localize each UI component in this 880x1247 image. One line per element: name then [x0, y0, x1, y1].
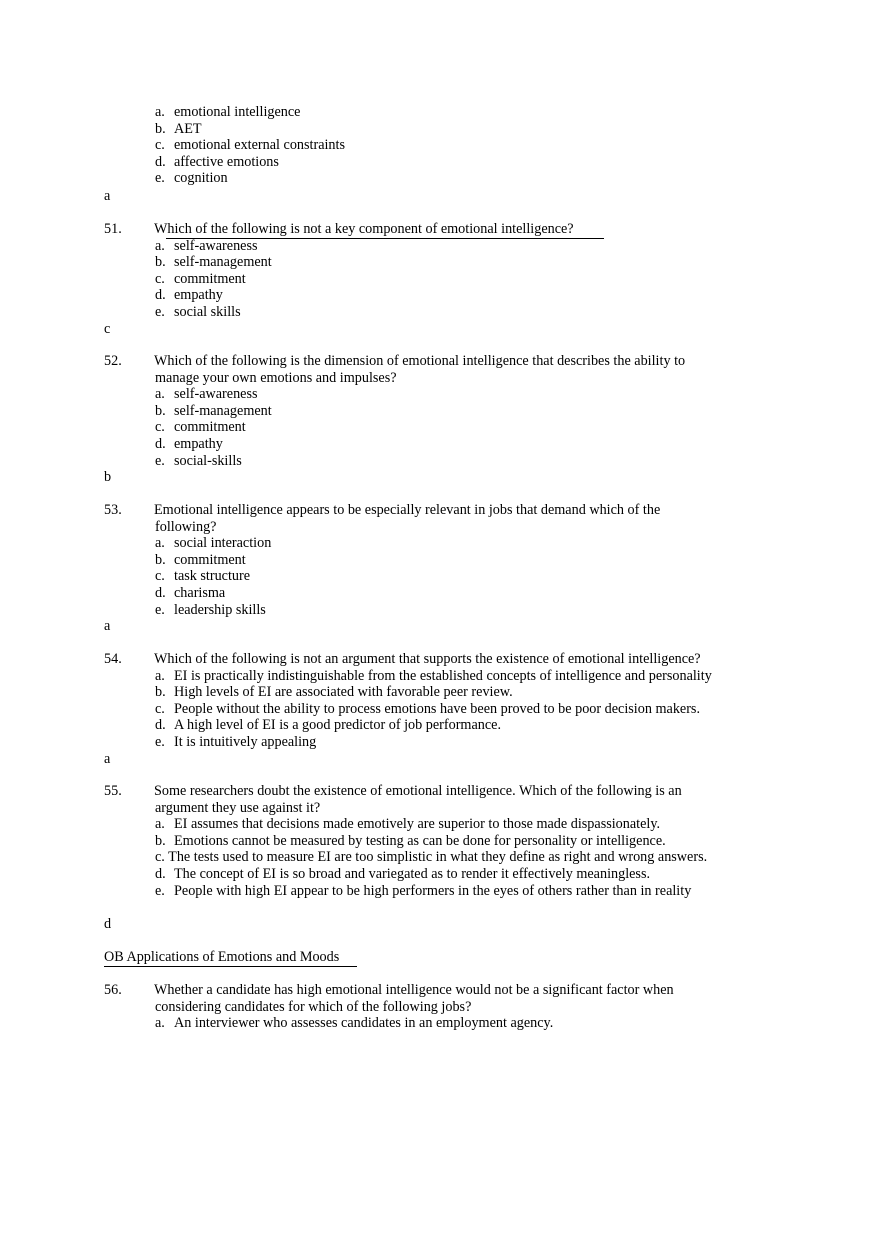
option-d: d. empathy: [155, 435, 223, 452]
option-d: d. charisma: [155, 584, 226, 601]
option-a: a. self-awareness: [155, 237, 258, 254]
question-55: [104, 783, 734, 899]
question-options: [155, 1015, 734, 1032]
option-d: d. The concept of EI is so broad and variegated as to render it effectively meaningless.: [155, 865, 651, 882]
question-options: [155, 386, 734, 469]
question-options: [155, 816, 734, 899]
option-c: c. commitment: [155, 270, 246, 287]
question-stem: Whether a candidate has high emotional intelligence would not be a significant factor when considering candidates for which of the following jobs?: [154, 982, 674, 1015]
question-52: [104, 353, 734, 469]
question-stem: Which of the following is not a key component of emotional intelligence?: [154, 221, 574, 237]
option-a: a. EI is practically indistinguishable from the established concepts of intelligence and personality: [155, 667, 712, 684]
question-options: [155, 668, 734, 751]
question-number: 56.: [104, 982, 122, 998]
option-b: b. High levels of EI are associated with favorable peer review.: [155, 684, 513, 701]
option-e: e. People with high EI appear to be high performers in the eyes of others rather than in reality: [155, 882, 692, 899]
prev-question-options: [155, 104, 755, 187]
option-d: d. empathy: [155, 287, 223, 304]
option-a: a. social interaction: [155, 535, 272, 552]
option-c: c. emotional external constraints: [155, 137, 345, 154]
option-a: a. emotional intelligence: [155, 104, 301, 120]
option-e: e. social-skills: [155, 452, 242, 469]
answer-key: a: [104, 618, 111, 634]
option-e: e. leadership skills: [155, 601, 266, 618]
question-options: [155, 238, 734, 321]
option-a: a. An interviewer who assesses candidates in an employment agency.: [155, 1015, 554, 1032]
question-number: 51.: [104, 221, 122, 237]
option-e: e. cognition: [155, 170, 228, 187]
option-e: e. social skills: [155, 303, 241, 320]
section-heading: OB Applications of Emotions and Moods: [104, 949, 357, 967]
question-number: 52.: [104, 353, 122, 369]
option-b: b. Emotions cannot be measured by testing as can be done for personality or intelligence.: [155, 832, 666, 849]
question-51: [104, 221, 734, 321]
question-56: [104, 982, 734, 1032]
answer-key: d: [104, 916, 112, 932]
option-b: b. self-management: [155, 254, 272, 271]
question-stem: Which of the following is not an argument that supports the existence of emotional intelligence?: [154, 651, 701, 667]
question-number: 54.: [104, 651, 122, 667]
option-a: a. self-awareness: [155, 386, 258, 403]
question-options: [155, 535, 734, 618]
question-number: 55.: [104, 783, 122, 799]
option-c: c. commitment: [155, 419, 246, 436]
question-53: [104, 502, 734, 618]
option-e: e. It is intuitively appealing: [155, 733, 317, 750]
option-b: b. AET: [155, 120, 202, 137]
answer-key: a: [104, 188, 111, 204]
option-a: a. EI assumes that decisions made emotively are superior to those made dispassionately.: [155, 816, 661, 833]
option-c: c. The tests used to measure EI are too simplistic in what they define as right and wrong answers.: [155, 849, 708, 866]
question-stem: Which of the following is the dimension of emotional intelligence that describes the ability to manage your own emotions and impulses?: [154, 353, 686, 386]
option-c: c. task structure: [155, 568, 251, 585]
option-d: d. A high level of EI is a good predictor of job performance.: [155, 717, 501, 734]
answer-key: c: [104, 321, 111, 337]
option-c: c. People without the ability to process emotions have been proved to be poor decision makers.: [155, 700, 700, 717]
question-stem: Some researchers doubt the existence of emotional intelligence. Which of the following is an argument they use against it?: [154, 783, 682, 816]
answer-key: b: [104, 469, 112, 485]
option-d: d. affective emotions: [155, 153, 279, 170]
question-number: 53.: [104, 502, 122, 518]
option-b: b. commitment: [155, 551, 246, 568]
option-b: b. self-management: [155, 402, 272, 419]
question-stem: Emotional intelligence appears to be especially relevant in jobs that demand which of the following?: [154, 502, 661, 535]
question-54: [104, 651, 734, 751]
answer-key: a: [104, 751, 111, 767]
